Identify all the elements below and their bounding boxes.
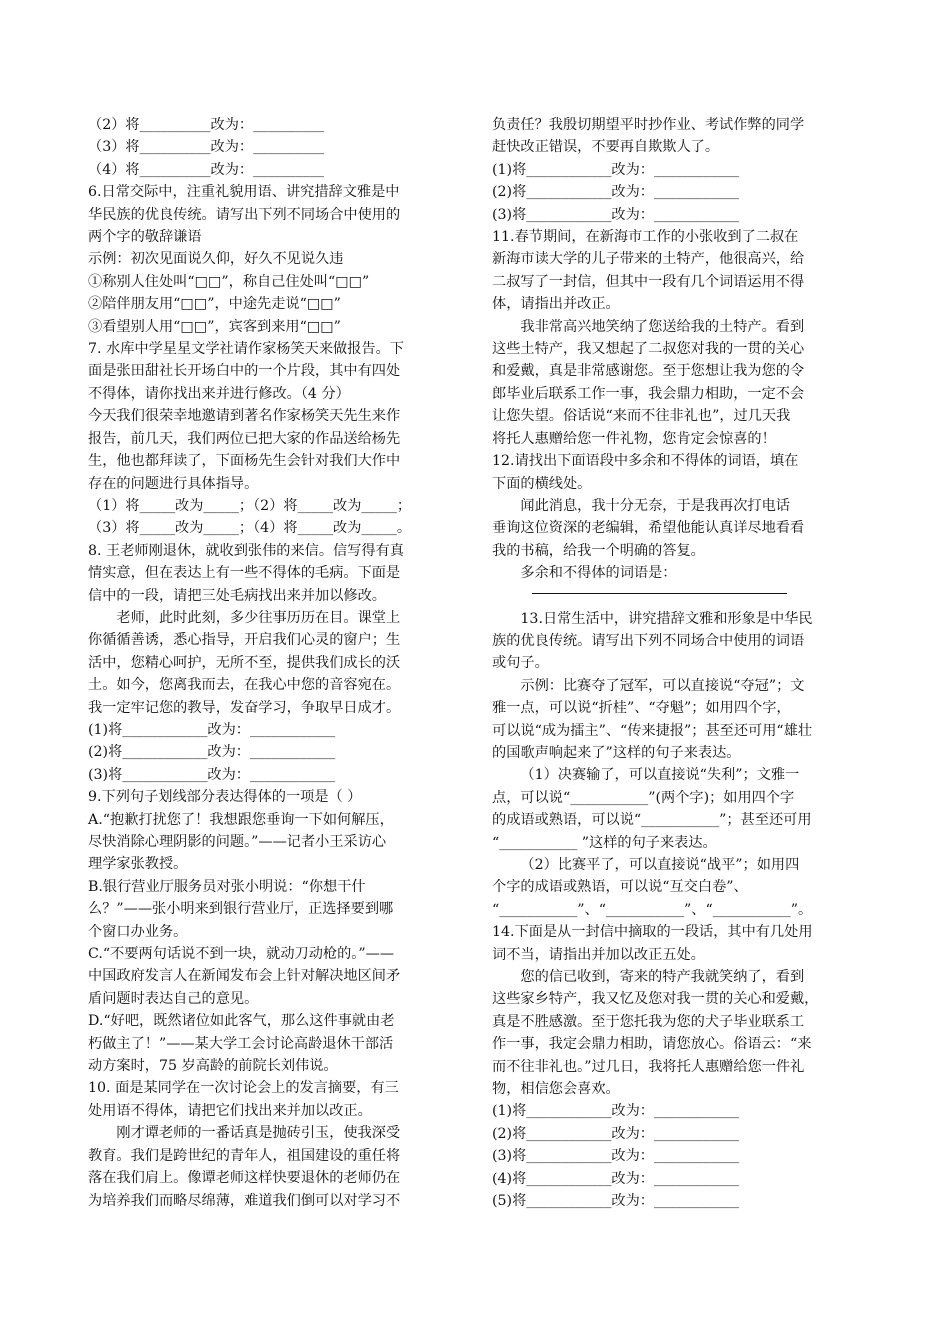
text-line: 朽做主了！”——某大学工会讨论高龄退休干部活: [88, 1035, 394, 1052]
passage-line: 物，相信您会喜欢。: [492, 1081, 620, 1098]
answer-blank-line: （1）将_____改为_____；（2）将_____改为_____；: [88, 497, 412, 514]
text-line: “___________”、“___________”、“___________”。: [492, 901, 813, 918]
text-line: 两个字的敬辞谦语: [88, 229, 202, 246]
text-line: 中国政府发言人在新闻发布会上针对解决地区间矛: [88, 968, 401, 985]
text-line: 个字的成语或熟语，可以说“互交白卷”、: [492, 879, 748, 896]
passage-line: 作一事，我定会鼎力相助，请您放心。俗语云：“来: [492, 1036, 812, 1053]
passage-line: 这些家乡特产，我又忆及您对我一贯的关心和爱戴，: [492, 991, 819, 1008]
text-line: 体，请指出并改正。: [492, 296, 620, 313]
option-b-line: B.银行营业厅服务员对张小明说：“你想干什: [88, 878, 366, 895]
answer-blank-line: (1)将____________改为：____________: [492, 161, 740, 178]
answer-prompt-line: 多余和不得体的词语是：: [520, 565, 677, 582]
passage-line: 活中，您精心呵护，无所不至，提供我们成长的沃: [88, 654, 401, 671]
left-column: [88, 114, 465, 1212]
option-a-line: A.“抱歉打扰您了！我想跟您垂询一下如何解压，: [88, 811, 394, 828]
text-line: 或句子。: [492, 655, 549, 672]
text-line: 不得体，请你找出来并进行修改。（4 分）: [88, 385, 350, 402]
passage-line: 我非常高兴地笑纳了您送给我的土特产。看到: [520, 318, 805, 335]
answer-blank-line: (3)将____________改为：____________: [88, 766, 336, 783]
passage-line: 教育。我们是跨世纪的青年人，祖国建设的重任将: [88, 1147, 401, 1164]
text-line: 尽快消除心理阴影的问题。”——记者小王采访心: [88, 834, 387, 850]
passage-line: 我的书稿，给我一个明确的答复。: [492, 542, 705, 559]
passage-line: 让您失望。俗话说“来而不往非礼也”，过几天我: [492, 408, 791, 425]
answer-blank-line: (5)将____________改为：____________: [492, 1193, 740, 1210]
text-line: 今天我们很荣幸地邀请到著名作家杨笑天先生来作: [88, 408, 401, 425]
answer-blank-line: (3)将____________改为：____________: [492, 206, 740, 223]
passage-line: 您的信已收到，寄来的特产我就笑纳了，看到: [520, 969, 805, 986]
text-line: 下面的横线处。: [492, 475, 592, 492]
option-c-line: C.“不要两句话说不到一块，就动刀动枪的。”——: [88, 946, 395, 963]
text-line: 华民族的优良传统。请写出下列不同场合中使用的: [88, 206, 401, 223]
question-10-line: 10. 面是某同学在一次讨论会上的发言摘要，有三: [88, 1080, 399, 1097]
option-d-line: D.“好吧，既然诸位如此客气，那么这件事就由老: [88, 1013, 395, 1030]
passage-line: 刚才谭老师的一番话真是抛砖引玉，使我深受: [116, 1125, 401, 1142]
question-13-line: 13.日常生活中，讲究措辞文雅和形象是中华民: [520, 610, 813, 627]
text-line: 处用语不得体，请把它们找出来并加以改正。: [88, 1102, 372, 1119]
text-line: 生，他也都拜读了，下面杨先生会针对我们大作中: [88, 453, 401, 470]
text-line: 词不当，请指出并加以改正五处。: [492, 946, 705, 963]
passage-line: 真是不胜感激。至于您托我为您的犬子毕业联系工: [492, 1013, 805, 1030]
passage-line: 郎毕业后联系工作一事，我会鼎力相助，一定不会: [492, 385, 805, 402]
text-line: 情实意，但在表达上有一些不得体的毛病。下面是: [88, 565, 401, 582]
passage-line: 落在我们肩上。像谭老师这样快要退休的老师仍在: [88, 1170, 401, 1187]
sub-question-line: （2）比赛平了，可以直接说“战平”；如用四: [520, 857, 800, 873]
passage-line: 负责任？我殷切期望平时抄作业、考试作弊的同学: [492, 117, 805, 133]
text-line: ③看望别人用“□□”，宾客到来用“□□”: [88, 318, 341, 335]
answer-blank-line: (3)将____________改为：____________: [492, 1148, 740, 1165]
text-line: 理学家张教授。: [88, 856, 188, 873]
question-12-line: 12.请找出下面语段中多余和不得体的词语，填在: [492, 453, 799, 470]
text-line: 存在的问题进行具体指导。: [88, 475, 259, 492]
question-8-line: 8. 王老师刚退休，就收到张伟的来信。信写得有真: [88, 542, 404, 559]
text-line: 雅一点，可以说“折桂”、“夺魁”；如用四个字，: [492, 700, 791, 717]
passage-line: 我一定牢记您的教导，发奋学习，争取早日成才。: [88, 699, 401, 716]
text-line: 的国歌声响起来了”这样的句子来表达。: [492, 744, 741, 761]
text-line: 的成语或熟语，可以说“___________”；甚至还可用: [492, 812, 812, 829]
question-9-line: 9.下列句子划线部分表达得体的一项是（ ）: [88, 789, 362, 806]
sub-question-line: （1）决赛输了，可以直接说“失利”；文雅一: [520, 767, 800, 784]
answer-blank-line: (1)将____________改为：____________: [492, 1103, 740, 1120]
text-line: 盾问题时表达自己的意见。: [88, 990, 259, 1007]
passage-line: 闻此消息，我十分无奈，于是我再次打电话: [520, 497, 790, 514]
text-line: 个窗口办业务。: [88, 923, 188, 940]
example-line: 示例：比赛夺了冠军，可以直接说“夺冠”；文: [520, 677, 805, 694]
passage-line: 为培养我们而略尽绵薄，难道我们倒可以对学习不: [88, 1192, 401, 1209]
passage-line: 这些土特产，我又想起了二叔您对我的一贯的关心: [492, 341, 805, 358]
text-line: 点，可以说“___________”(两个字)；如用四个字: [492, 789, 795, 806]
text-line: “___________ ”这样的句子来表达。: [492, 834, 717, 851]
text-line: （4）将__________改为：__________: [88, 161, 325, 178]
question-6-line: 6.日常交际中，注重礼貌用语、讲究措辞文雅是中: [88, 184, 400, 201]
answer-blank-line: (2)将____________改为：____________: [88, 744, 336, 761]
text-line: 信中的一段，请把三处毛病找出来并加以修改。: [88, 587, 386, 604]
answer-blank-line: (1)将____________改为：____________: [88, 721, 336, 738]
text-line: 新海市读大学的儿子带来的土特产，他很高兴，给: [492, 251, 805, 268]
passage-line: 而不往非礼也。”过几日，我将托人惠赠给您一件礼: [492, 1058, 805, 1075]
text-line: ②陪伴朋友用“□□”，中途先走说“□□”: [88, 296, 341, 313]
text-line: （2）将__________改为：__________: [88, 117, 325, 133]
text-line: ①称别人住处叫“□□”，称自己住处叫“□□”: [88, 273, 370, 290]
question-11-line: 11.春节期间，在新海市工作的小张收到了二叔在: [492, 229, 799, 246]
text-line: 报告，前几天，我们两位已把大家的作品送给杨先: [88, 430, 401, 447]
answer-blank-line: (2)将____________改为：____________: [492, 184, 740, 201]
passage-line: 你循循善诱，悉心指导，开启我们心灵的窗户；生: [88, 632, 401, 649]
example-line: 示例：初次见面说久仰，好久不见说久违: [88, 251, 344, 268]
text-line: 动方案时，75 岁高龄的前院长刘伟说。: [88, 1058, 338, 1075]
answer-blank-line: （3）将_____改为_____；（4）将_____改为_____。: [88, 520, 412, 537]
text-line: （3）将__________改为：__________: [88, 139, 325, 156]
answer-underline[interactable]: [532, 593, 787, 594]
passage-line: 将托人惠赠给您一件礼物，您肯定会惊喜的！: [492, 430, 776, 447]
passage-line: 和爱戴，真是非常感谢您。至于您想让我为您的令: [492, 363, 805, 380]
question-14-line: 14.下面是从一封信中摘取的一段话，其中有几处用: [492, 924, 813, 941]
passage-line: 垂询这位资深的老编辑，希望他能认真详尽地看看: [492, 520, 805, 537]
passage-line: 老师，此时此刻，多少往事历历在目。课堂上: [116, 609, 401, 626]
passage-line: 赶快改正错误，不要再自欺欺人了。: [492, 139, 720, 156]
text-line: 可以说“成为擂主”、“传来捷报”；甚至还可用“雄壮: [492, 722, 813, 739]
answer-blank-line: (4)将____________改为：____________: [492, 1170, 740, 1187]
question-7-line: 7. 水库中学星星文学社请作家杨笑天来做报告。下: [88, 341, 404, 358]
passage-line: 土。如今，您离我而去，在我心中您的音容宛在。: [88, 677, 401, 694]
text-line: 面是张田甜社长开场白中的一个片段，其中有四处: [88, 363, 401, 380]
answer-blank-line: (2)将____________改为：____________: [492, 1125, 740, 1142]
text-line: 族的优良传统。请写出下列不同场合中使用的词语: [492, 632, 805, 649]
right-column: [492, 114, 870, 1213]
text-line: 二叔写了一封信，但其中一段有几个词语运用不得: [492, 273, 805, 290]
text-line: 么？”——张小明来到银行营业厅，正选择要到哪: [88, 901, 394, 918]
